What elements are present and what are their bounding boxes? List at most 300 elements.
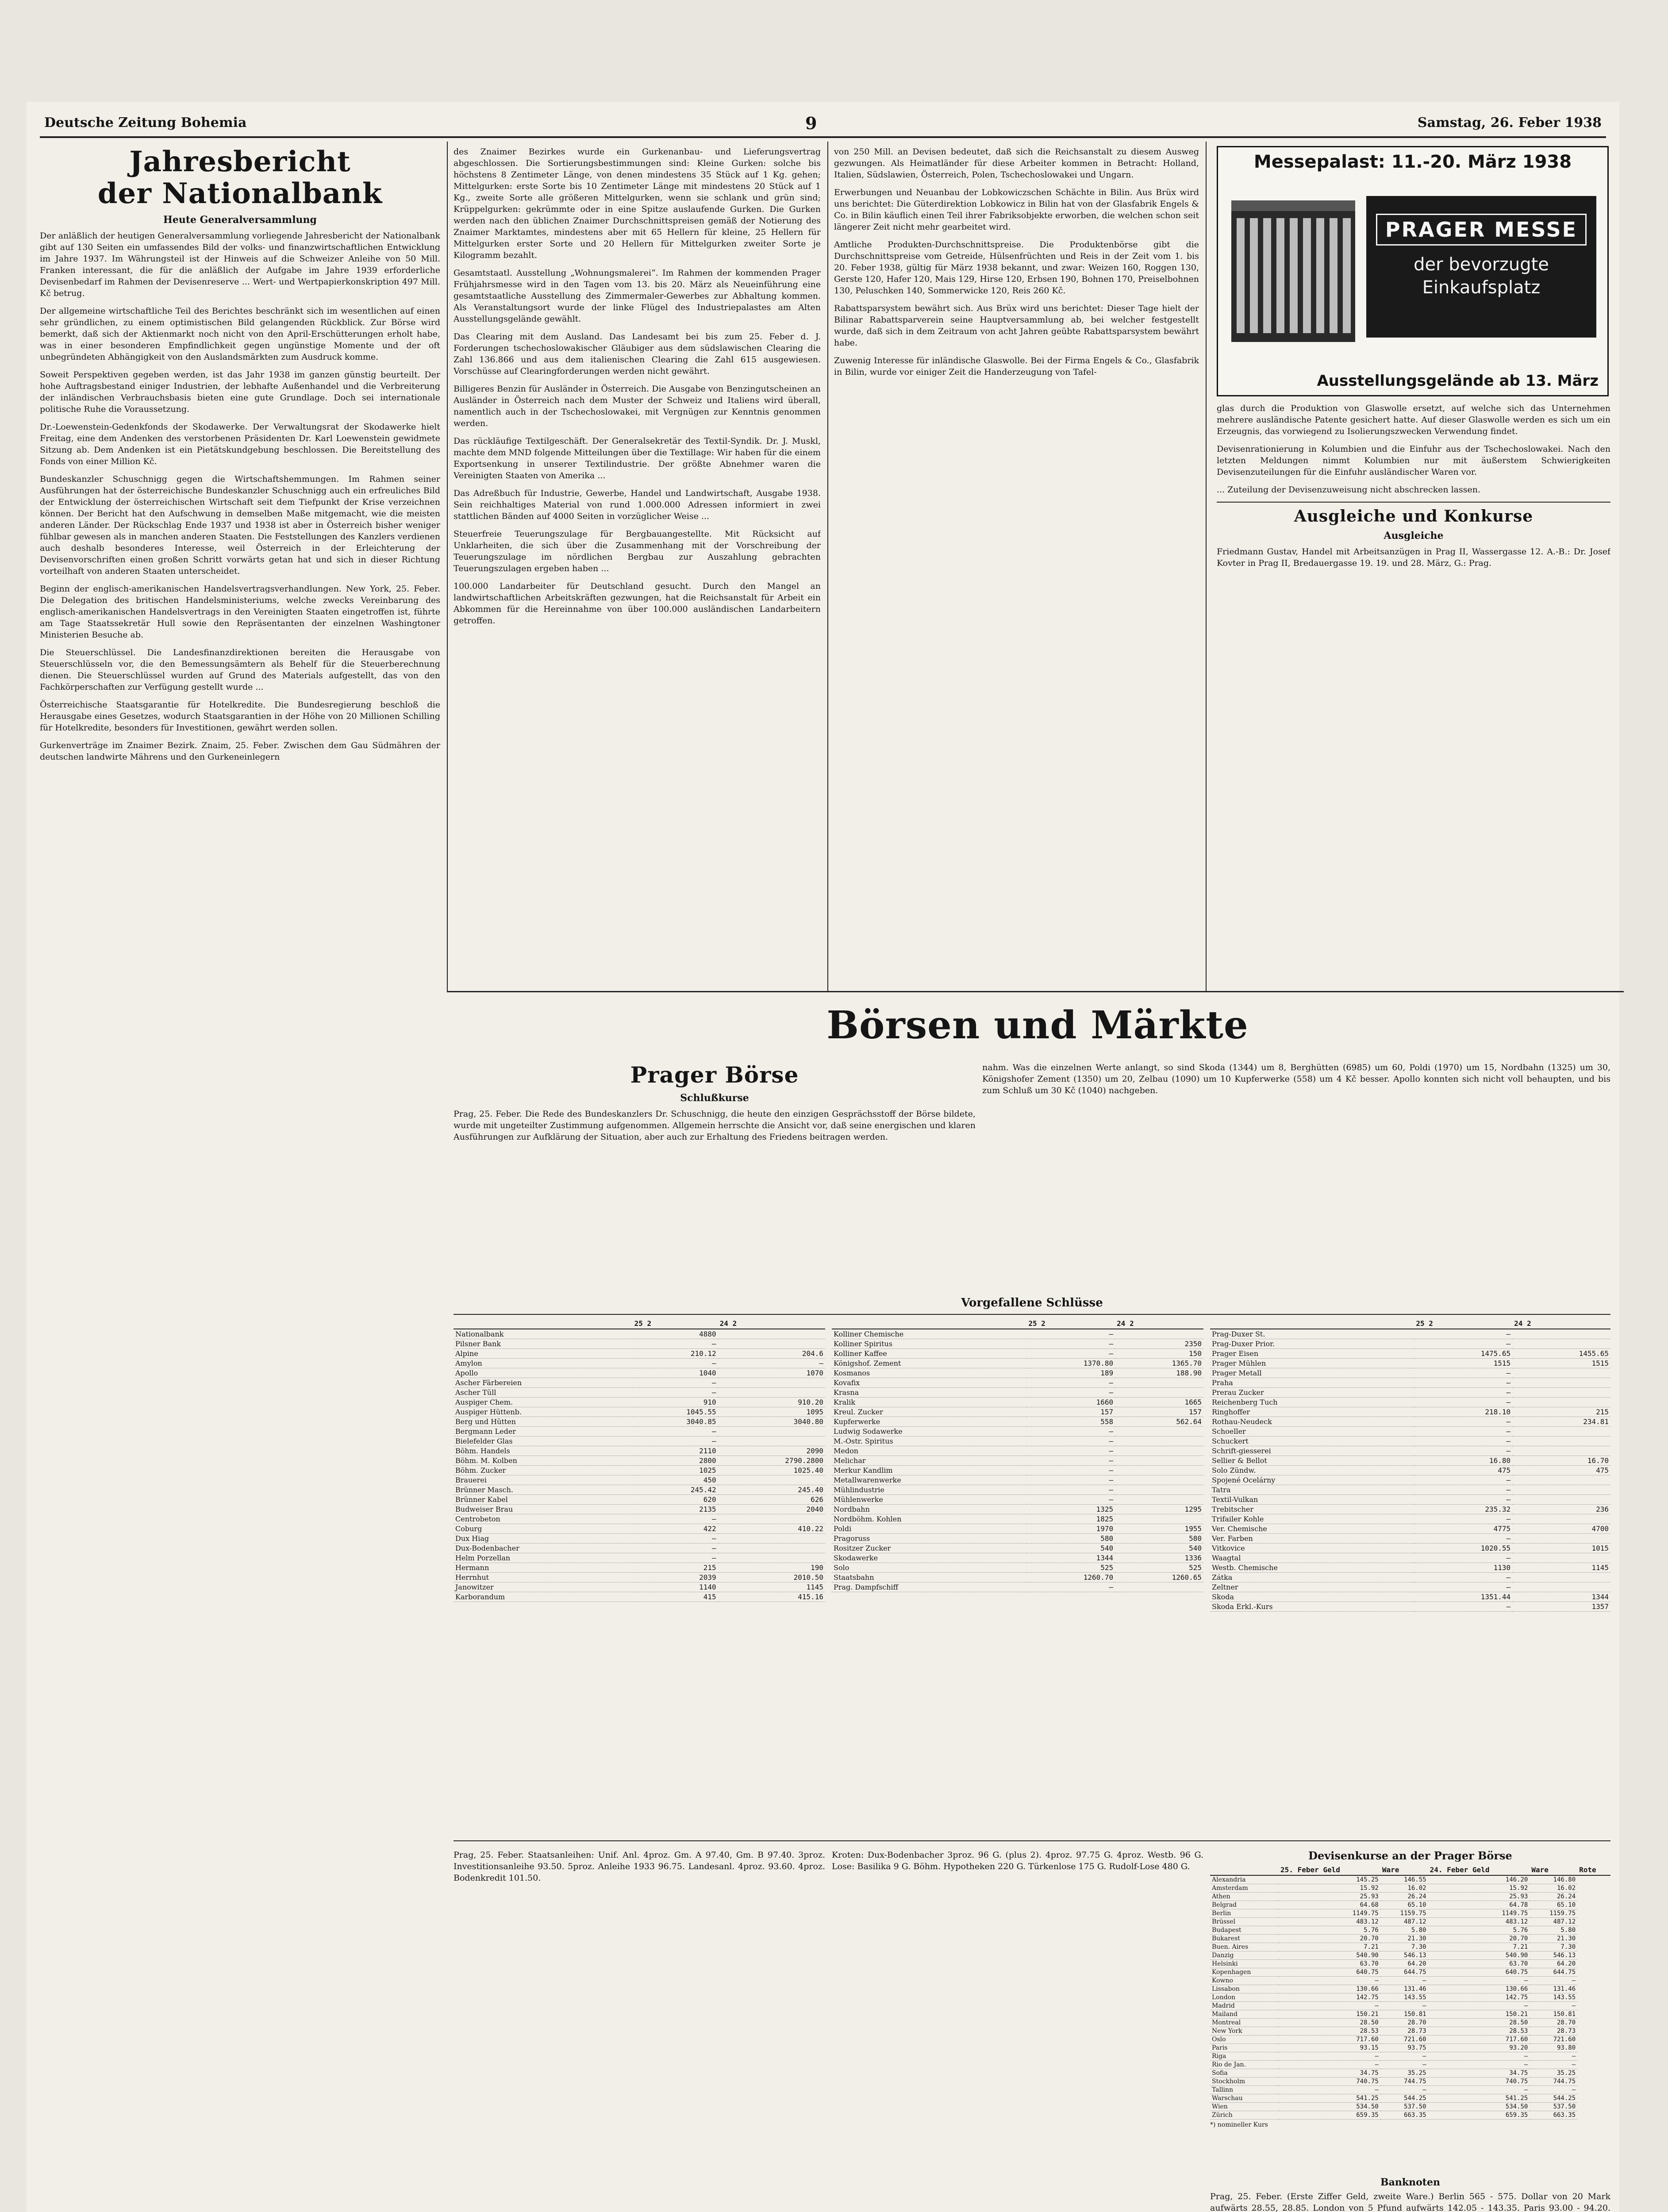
table-row [454, 1514, 825, 1524]
table-row [454, 1349, 825, 1359]
company-name: Kolliner Spiritus [832, 1339, 1026, 1349]
company-name: Skodawerke [832, 1553, 1026, 1563]
col-header: 25 2 [633, 1318, 718, 1329]
table-row [1210, 1505, 1610, 1514]
company-name: Prager Mühlen [1210, 1359, 1414, 1368]
rate-cell: – [1428, 1977, 1530, 1985]
company-name: Reichenberg Tuch [1210, 1398, 1414, 1407]
table-row [1210, 1475, 1610, 1485]
company-name: Prag-Duxer St. [1210, 1329, 1414, 1339]
rate-cell: 15.92 [1428, 1884, 1530, 1893]
paragraph: 100.000 Landarbeiter für Deutschland gesucht. Durch den Mangel an landwirtschaftlichen Arbeitskräften gezwungen, hat die Reichsanstalt für Arbeit ein Abkommen für die Hereinnahme von über 100.000 ausländischen Landarbeitern getroffen. [454, 581, 821, 626]
price-cell: – [1414, 1398, 1512, 1407]
price-cell: 1365.70 [1115, 1359, 1203, 1368]
rate-cell: 65.10 [1380, 1901, 1428, 1909]
currency-city: Oslo [1210, 2035, 1279, 2044]
price-cell: 580 [1026, 1534, 1115, 1544]
rate-cell: 93.15 [1279, 2044, 1380, 2052]
table-row [454, 1544, 825, 1553]
table-rule [454, 1314, 1610, 1315]
paragraph: ... Zuteilung der Devisenzuweisung nicht abschrecken lassen. [1217, 485, 1481, 495]
col-header [1210, 1865, 1279, 1875]
price-cell: – [1026, 1446, 1115, 1456]
table-row [832, 1534, 1203, 1544]
table-row [454, 1466, 825, 1475]
rate-cell: – [1428, 2052, 1530, 2061]
price-cell: – [1414, 1602, 1512, 1612]
article-title-2: der Nationalbank [97, 177, 383, 210]
price-cell [1512, 1534, 1610, 1544]
company-name: Brünner Kabel [454, 1495, 633, 1505]
stock-table-1 [454, 1318, 825, 1836]
price-cell: 1475.65 [1414, 1349, 1512, 1359]
price-cell: 189 [1026, 1368, 1115, 1378]
table-row [1210, 1592, 1610, 1602]
table-row [1210, 2086, 1610, 2094]
table-row [832, 1359, 1203, 1368]
price-cell: – [1414, 1573, 1512, 1582]
rate-cell: – [1279, 2086, 1380, 2094]
rate-cell: – [1530, 2002, 1577, 2010]
col-header: 25 2 [1026, 1318, 1115, 1329]
price-cell: 2110 [633, 1446, 718, 1456]
price-cell: 1260.70 [1026, 1573, 1115, 1582]
table-row [454, 1436, 825, 1446]
table-row [832, 1514, 1203, 1524]
column-rule [1206, 142, 1207, 991]
col-header: Ware [1530, 1865, 1577, 1875]
price-cell: 450 [633, 1475, 718, 1485]
company-name: Brünner Masch. [454, 1485, 633, 1495]
company-name: Schoeller [1210, 1427, 1414, 1436]
col-header: 24 2 [718, 1318, 825, 1329]
rate-cell: 64.20 [1380, 1960, 1428, 1968]
table-row [1210, 2052, 1610, 2061]
rate-cell: 487.12 [1530, 1918, 1577, 1926]
rate-cell: 483.12 [1279, 1918, 1380, 1926]
price-cell: – [633, 1544, 718, 1553]
rate-cell: 131.46 [1530, 1985, 1577, 1993]
price-cell: 1370.80 [1026, 1359, 1115, 1368]
paragraph: Devisenrationierung in Kolumbien und die Einfuhr aus der Tschechoslowakei. Nach den letzten Meldungen nimmt Kolumbien nur mit äußerstem Schwierigkeiten Devisenzuteilungen für die Einfuhr ausländischer Waren vor. [1217, 444, 1610, 477]
column-rule [827, 142, 828, 991]
table-row [832, 1427, 1203, 1436]
stock-table [1210, 1318, 1610, 1612]
price-cell [1512, 1388, 1610, 1398]
paragraph: Billigeres Benzin für Ausländer in Österreich. Die Ausgabe von Benzingutscheinen an Ausländer in Österreich nach dem Muster der Schweiz und Italiens wird überall, namentlich auch in der Tschechoslowakei, mit Vergnügen zur Kenntnis genommen werden. [454, 384, 821, 428]
currency-city: Tallinn [1210, 2086, 1279, 2094]
price-cell: 3040.85 [633, 1417, 718, 1427]
table-row [1210, 1388, 1610, 1398]
company-name: Poldi [832, 1524, 1026, 1534]
table-row [1210, 2069, 1610, 2078]
company-name: Prag-Duxer Prior. [1210, 1339, 1414, 1349]
rate-cell: 150.81 [1530, 2010, 1577, 2019]
rate-cell: 740.75 [1428, 2078, 1530, 2086]
price-cell: 190 [718, 1563, 825, 1573]
col-header: 25. Feber Geld [1279, 1865, 1380, 1875]
col-header: Rote [1577, 1865, 1610, 1875]
price-cell: – [1414, 1436, 1512, 1446]
company-name: Karborandum [454, 1592, 633, 1602]
price-cell [718, 1339, 825, 1349]
rate-cell: 25.93 [1428, 1893, 1530, 1901]
table-row [454, 1417, 825, 1427]
price-cell: 1130 [1414, 1563, 1512, 1573]
company-name: Kralik [832, 1398, 1026, 1407]
currency-city: Paris [1210, 2044, 1279, 2052]
paragraph: Steuerfreie Teuerungszulage für Bergbauangestellte. Mit Rücksicht auf Unklarheiten, die sich über die Zusammenhang mit der Vorschreibung der Teuerungszulage im nördlichen Bergbau zur Auszahlung gebrachten Teuerungszulagen ergeben haben ... [454, 529, 821, 573]
bonds-left [454, 1849, 825, 2212]
rate-cell: 28.73 [1380, 2027, 1428, 2035]
company-name: Brauerei [454, 1475, 633, 1485]
currency-city: Berlin [1210, 1909, 1279, 1918]
company-name: Amylon [454, 1359, 633, 1368]
price-cell [1512, 1329, 1610, 1339]
price-cell: 580 [1115, 1534, 1203, 1544]
paragraph: glas durch die Produktion von Glaswolle ersetzt, auf welche sich das Unternehmen mehrere ausländische Patente gesichert hatte. Auf dieser Glaswolle werden es sich um ein Erzeugnis, das vorwiegend zu Isolierungszwecken Verwendung findet. [1217, 403, 1610, 436]
price-cell: – [1414, 1329, 1512, 1339]
price-cell: 157 [1115, 1407, 1203, 1417]
table-row [1210, 1951, 1610, 1960]
table-row [832, 1417, 1203, 1427]
price-cell: 525 [1115, 1563, 1203, 1573]
ad-banner [1366, 196, 1596, 338]
company-name: Kosmanos [832, 1368, 1026, 1378]
price-cell: 4700 [1512, 1524, 1610, 1534]
market-subheading: Schlußkurse [680, 1092, 749, 1104]
price-cell [1115, 1378, 1203, 1388]
rate-cell: 544.25 [1380, 2094, 1428, 2103]
company-name: Ascher Tüll [454, 1388, 633, 1398]
company-name: M.-Ostr. Spiritus [832, 1436, 1026, 1446]
table-row [1210, 1339, 1610, 1349]
company-name: Dux-Bodenbacher [454, 1544, 633, 1553]
price-cell [1512, 1553, 1610, 1563]
currency-city: Montreal [1210, 2019, 1279, 2027]
price-cell [1512, 1398, 1610, 1407]
price-cell [1115, 1446, 1203, 1456]
price-cell: 562.64 [1115, 1417, 1203, 1427]
table-row [1210, 2094, 1610, 2103]
price-cell: – [1026, 1475, 1115, 1485]
rate-cell: 63.70 [1428, 1960, 1530, 1968]
company-name: Kupferwerke [832, 1417, 1026, 1427]
rate-cell: 20.70 [1428, 1935, 1530, 1943]
company-name: Centrobeton [454, 1514, 633, 1524]
table-row [832, 1388, 1203, 1398]
divider [1217, 502, 1610, 503]
table-row [454, 1446, 825, 1456]
rate-cell: 544.25 [1530, 2094, 1577, 2103]
currency-city: Kopenhagen [1210, 1968, 1279, 1977]
paragraph: Gesamtstaatl. Ausstellung „Wohnungsmalerei“. Im Rahmen der kommenden Prager Frühjahrsmesse wird in den Tagen vom 13. bis 20. März als Neueinführung eine gesamtstaatliche Ausstellung des Zimmermaler-Gewerbes zur Abhaltung kommen. Als Veranstaltungsort wurde der linke Flügel des Industriepalastes am Alten Ausstellungsgelände gewählt. [454, 268, 821, 324]
price-cell: – [1414, 1446, 1512, 1456]
ad-footer: Ausstellungsgelände ab 13. März [1317, 372, 1599, 390]
price-cell: – [1026, 1329, 1115, 1339]
price-cell [1512, 1495, 1610, 1505]
rate-cell: 744.75 [1380, 2078, 1428, 2086]
price-cell: – [1026, 1349, 1115, 1359]
rate-cell: 63.70 [1279, 1960, 1380, 1968]
currency-city: Mailand [1210, 2010, 1279, 2019]
company-name: Staatsbahn [832, 1573, 1026, 1582]
price-cell: 415.16 [718, 1592, 825, 1602]
column-4 [1217, 403, 1610, 987]
price-cell: 4775 [1414, 1524, 1512, 1534]
rate-cell: 34.75 [1428, 2069, 1530, 2078]
rate-cell: 64.68 [1279, 1901, 1380, 1909]
price-cell [1512, 1427, 1610, 1436]
rate-cell: 145.25 [1279, 1875, 1380, 1884]
paragraph: Erwerbungen und Neuanbau der Lobkowiczschen Schächte in Bilin. Aus Brüx wird uns berichtet: Die Güterdirektion Lobkowicz in Bilin hat von der Glasfabrik Engels & Co. in Bilin käuflich einen Teil ihrer Fabriksobjekte erworben, die welchen schon seit längerer Zeit nicht mehr gearbeitet wird. [834, 188, 1199, 232]
rate-cell: 28.70 [1380, 2019, 1428, 2027]
rate-cell: 142.75 [1428, 1993, 1530, 2002]
company-name: Böhm. M. Kolben [454, 1456, 633, 1466]
table-row [1210, 1514, 1610, 1524]
table-row [454, 1359, 825, 1368]
company-name: Kolliner Kaffee [832, 1349, 1026, 1359]
price-cell: 1015 [1512, 1544, 1610, 1553]
table-row [454, 1388, 825, 1398]
price-cell [718, 1553, 825, 1563]
rate-cell: 1149.75 [1279, 1909, 1380, 1918]
company-name: Sellier & Bellot [1210, 1456, 1414, 1466]
price-cell: 2135 [633, 1505, 718, 1514]
rate-cell: 541.25 [1428, 2094, 1530, 2103]
table-row [832, 1368, 1203, 1378]
rate-cell: 131.46 [1380, 1985, 1428, 1993]
currency-city: Bukarest [1210, 1935, 1279, 1943]
rate-cell: 150.81 [1380, 2010, 1428, 2019]
currency-city: Riga [1210, 2052, 1279, 2061]
rate-cell: 740.75 [1279, 2078, 1380, 2086]
table-row [1210, 1368, 1610, 1378]
rate-cell: 26.24 [1530, 1893, 1577, 1901]
table-row [832, 1485, 1203, 1495]
paragraph: Amtliche Produkten-Durchschnittspreise. Die Produktenbörse gibt die Durchschnittspreise vom Getreide, Hülsenfrüchten und Reis in der Zeit vom 1. bis 20. Feber 1938, gültig für März 1938 bekannt, und zwar: Weizen 160, Roggen 130, Gerste 120, Hafer 120, Mais 129, Hirse 120, Erbsen 190, Bohnen 170, Preiselbohnen 130, Peluschken 140, Sommerwicke 120, Reis 260 Kč. [834, 240, 1199, 296]
company-name: Budweiser Brau [454, 1505, 633, 1514]
table-row [1210, 2010, 1610, 2019]
price-cell: 626 [718, 1495, 825, 1505]
price-cell [1115, 1427, 1203, 1436]
forex-table [1210, 1865, 1610, 2120]
price-cell: 16.80 [1414, 1456, 1512, 1466]
rate-cell: 65.10 [1530, 1901, 1577, 1909]
price-cell: – [1414, 1553, 1512, 1563]
price-cell: – [633, 1388, 718, 1398]
rate-cell: 64.78 [1428, 1901, 1530, 1909]
column-rule [447, 142, 448, 991]
column-1 [40, 146, 440, 2212]
rate-cell: 35.25 [1380, 2069, 1428, 2078]
rate-cell: 93.80 [1530, 2044, 1577, 2052]
column-3 [834, 146, 1199, 987]
table-row [832, 1339, 1203, 1349]
paragraph: Das Adreßbuch für Industrie, Gewerbe, Handel und Landwirtschaft, Ausgabe 1938. Sein reichhaltiges Material von rund 1.000.000 Adressen informiert in zwei stattlichen Bänden auf 4000 Seiten in vorzüglicher Weise ... [454, 488, 821, 521]
company-name: Bielefelder Glas [454, 1436, 633, 1446]
price-cell: – [1414, 1485, 1512, 1495]
table-row [832, 1553, 1203, 1563]
price-cell: – [633, 1339, 718, 1349]
table-row [454, 1329, 825, 1339]
paragraph: Prag, 25. Feber. (Erste Ziffer Geld, zweite Ware.) Berlin 565 - 575. Dollar von 20 Mark aufwärts 28.55, 28.85. London von 5 Pfund aufwärts 142.05 - 143.35. Paris 93.00 - 94.20. [1210, 2192, 1610, 2212]
currency-city: Warschau [1210, 2094, 1279, 2103]
rate-cell: 20.70 [1279, 1935, 1380, 1943]
rate-cell: – [1380, 1977, 1428, 1985]
paragraph: Das rückläufige Textilgeschäft. Der Generalsekretär des Textil-Syndik. Dr. J. Muskl, machte dem MND folgende Mitteilungen über die Textillage: Wir haben für die einem Exportsenkung in unserer Textilindustrie. Der größte Abnehmer waren die Vereinigten Staaten von Amerika ... [454, 436, 821, 480]
table-row [1210, 1466, 1610, 1475]
price-cell [1512, 1368, 1610, 1378]
rate-cell: 1159.75 [1530, 1909, 1577, 1918]
company-name: Helm Porzellan [454, 1553, 633, 1563]
exhibition-building-icon [1227, 183, 1360, 351]
currency-city: Sofia [1210, 2069, 1279, 2078]
section-title-markets: Börsen und Märkte [826, 1003, 1249, 1048]
price-cell: – [1414, 1378, 1512, 1388]
rate-cell: 1149.75 [1428, 1909, 1530, 1918]
currency-city: Kowno [1210, 1977, 1279, 1985]
forex-footnote: *) nomineller Kurs [1210, 2121, 1268, 2128]
price-cell: 422 [633, 1524, 718, 1534]
table-row [832, 1436, 1203, 1446]
price-cell: 16.70 [1512, 1456, 1610, 1466]
price-cell [1115, 1456, 1203, 1466]
company-name: Pragoruss [832, 1534, 1026, 1544]
price-cell: 245.40 [718, 1485, 825, 1495]
rate-cell: 541.25 [1279, 2094, 1380, 2103]
rate-cell: – [1428, 2086, 1530, 2094]
rate-cell: 7.30 [1380, 1943, 1428, 1951]
table-row [832, 1398, 1203, 1407]
currency-city: Athen [1210, 1893, 1279, 1901]
paragraph: von 250 Mill. an Devisen bedeutet, daß sich die Reichsanstalt zu diesem Ausweg gezwungen. Als Heimatländer für diese Arbeiter kommen in Betracht: Holland, Italien, Südslawien, Österreich, Polen, Tschechoslowakei und Ungarn. [834, 147, 1199, 180]
price-cell [1512, 1573, 1610, 1582]
price-cell: 188.90 [1115, 1368, 1203, 1378]
price-cell: 2090 [718, 1446, 825, 1456]
price-cell: 1145 [1512, 1563, 1610, 1573]
table-rule [454, 1840, 1610, 1841]
price-cell: 2350 [1115, 1339, 1203, 1349]
rate-cell: 663.35 [1530, 2111, 1577, 2120]
price-cell: 215 [633, 1563, 718, 1573]
price-cell: 910 [633, 1398, 718, 1407]
company-name: Skoda Erkl.-Kurs [1210, 1602, 1414, 1612]
price-cell: 236 [1512, 1505, 1610, 1514]
column-2 [454, 146, 821, 987]
table-row [1210, 1563, 1610, 1573]
company-name: Ludwig Sodawerke [832, 1427, 1026, 1436]
price-cell [718, 1544, 825, 1553]
price-cell [1512, 1436, 1610, 1446]
price-cell: – [1026, 1436, 1115, 1446]
rate-cell: 28.53 [1428, 2027, 1530, 2035]
price-cell [1115, 1514, 1203, 1524]
company-name: Prager Eisen [1210, 1349, 1414, 1359]
table-row [1210, 1582, 1610, 1592]
table-row [832, 1349, 1203, 1359]
rate-cell: 143.55 [1380, 1993, 1428, 2002]
currency-city: Danzig [1210, 1951, 1279, 1960]
rate-cell: 540.90 [1279, 1951, 1380, 1960]
rate-cell: 34.75 [1279, 2069, 1380, 2078]
table-row [1210, 2035, 1610, 2044]
rate-cell: 64.20 [1530, 1960, 1577, 1968]
stock-table [832, 1318, 1203, 1592]
col-header: 24 2 [1512, 1318, 1610, 1329]
company-name: Zátka [1210, 1573, 1414, 1582]
company-name: Nordböhm. Kohlen [832, 1514, 1026, 1524]
price-cell [1115, 1495, 1203, 1505]
company-name: Trebitscher [1210, 1505, 1414, 1514]
price-cell: – [1414, 1388, 1512, 1398]
price-cell: 1970 [1026, 1524, 1115, 1534]
company-name: Rositzer Zucker [832, 1544, 1026, 1553]
price-cell [1115, 1388, 1203, 1398]
forex-title: Devisenkurse an der Prager Börse [1308, 1849, 1512, 1862]
table-row [1210, 1943, 1610, 1951]
price-cell: 1020.55 [1414, 1544, 1512, 1553]
table-row [454, 1553, 825, 1563]
price-cell: – [633, 1534, 718, 1544]
table-row [1210, 1446, 1610, 1456]
price-cell: 558 [1026, 1417, 1115, 1427]
currency-city: Lissabon [1210, 1985, 1279, 1993]
price-cell: – [633, 1436, 718, 1446]
table-row [1210, 1417, 1610, 1427]
rate-cell: – [1279, 2052, 1380, 2061]
price-cell [718, 1436, 825, 1446]
company-name: Prager Metall [1210, 1368, 1414, 1378]
currency-city: Budapest [1210, 1926, 1279, 1935]
price-cell: 620 [633, 1495, 718, 1505]
table-row [454, 1563, 825, 1573]
price-cell [1115, 1485, 1203, 1495]
company-name: Berg und Hütten [454, 1417, 633, 1427]
banknotes-title: Banknoten [1380, 2177, 1440, 2188]
company-name: Ver. Farben [1210, 1534, 1414, 1544]
rate-cell: 26.24 [1380, 1893, 1428, 1901]
company-name: Solo Zündw. [1210, 1466, 1414, 1475]
rate-cell: 28.73 [1530, 2027, 1577, 2035]
price-cell [1115, 1582, 1203, 1592]
table-row [832, 1563, 1203, 1573]
table-row [832, 1466, 1203, 1475]
company-name: Coburg [454, 1524, 633, 1534]
company-name: Zeltner [1210, 1582, 1414, 1592]
table-row [454, 1573, 825, 1582]
price-cell: – [718, 1359, 825, 1368]
table-row [454, 1505, 825, 1514]
newspaper-page [27, 102, 1619, 2212]
paragraph: Kroten: Dux-Bodenbacher 3proz. 96 G. (plus 2). 4proz. 97.75 G. 4proz. Westb. 96 G. Lose: Basilika 9 G. Böhm. Hypotheken 220 G. Türkenlose 175 G. Rudolf-Lose 480 G. [832, 1850, 1203, 1871]
rate-cell: 644.75 [1380, 1968, 1428, 1977]
table-row [832, 1544, 1203, 1553]
paragraph: nahm. Was die einzelnen Werte anlangt, so sind Skoda (1344) um 8, Berghütten (6985) um 60, Poldi (1970) um 15, Nordbahn (1325) um 30, Königshofer Zement (1350) um 20, Zelbau (1090) um 10 Kupferwerke (558) um 4 Kč besser. Apollo konnten sich nicht voll behaupten, und bis zum Schluß um 30 Kč (1040) nachgeben. [982, 1063, 1610, 1095]
stock-table-2 [832, 1318, 1203, 1836]
company-name: Janowitzer [454, 1582, 633, 1592]
rate-cell: 721.60 [1530, 2035, 1577, 2044]
price-cell: – [633, 1427, 718, 1436]
price-cell: – [633, 1359, 718, 1368]
rate-cell: 142.75 [1279, 1993, 1380, 2002]
price-cell: 2800 [633, 1456, 718, 1466]
stock-table-3 [1210, 1318, 1610, 1836]
rate-cell: 537.50 [1380, 2103, 1428, 2111]
price-cell [718, 1378, 825, 1388]
company-name: Ascher Färbereien [454, 1378, 633, 1388]
company-name: Tatra [1210, 1485, 1414, 1495]
